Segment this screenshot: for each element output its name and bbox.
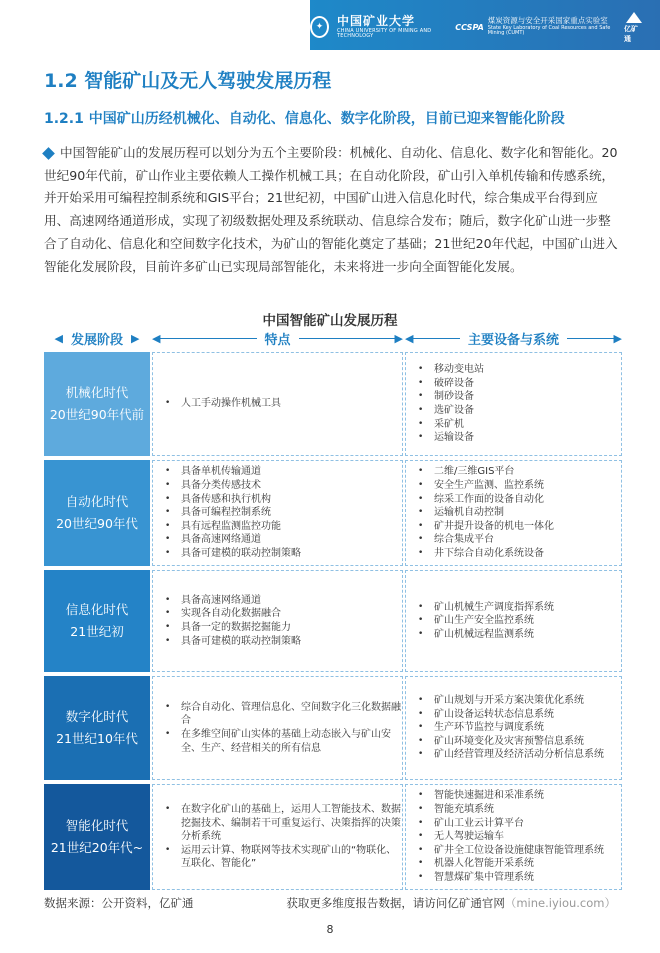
equipment-cell [405, 352, 622, 456]
stage-period: 21世纪20年代~ [50, 840, 144, 855]
table-title: 中国智能矿山发展历程 [262, 313, 398, 329]
university-name-cn: 中国矿业大学 [336, 14, 415, 28]
feature-item: • 具备一定的数据挖掘能力 [165, 621, 301, 635]
stage-name: 机械化时代 [65, 385, 129, 400]
equipment-item: • 井下综合自动化系统设备 [418, 547, 554, 561]
equipment-item: • 生产环节监控与调度系统 [418, 721, 604, 735]
column-header-features [152, 328, 403, 348]
stage-period: 20世纪90年代前 [49, 407, 145, 422]
arrow-left-icon: ◀ [405, 331, 414, 345]
mountain-icon [624, 10, 644, 24]
header-divider-line [160, 338, 256, 339]
equipment-item: • 综合集成平台 [418, 533, 554, 547]
stage-cell [44, 570, 150, 672]
lab-mark: CCSPA [455, 22, 484, 32]
equipment-item: • 安全生产监测、监控系统 [418, 479, 554, 493]
university-seal-icon: ✦ [310, 16, 329, 38]
equipment-item: • 矿山生产安全监控系统 [418, 614, 554, 628]
table-row [44, 570, 622, 672]
stage-cell [44, 784, 150, 890]
equipment-item: • 二维/三维GIS平台 [418, 465, 554, 479]
table-row [44, 784, 622, 890]
stage-cell [44, 460, 150, 566]
feature-item: • 具备传感和执行机构 [165, 493, 301, 507]
table-header-row [44, 328, 622, 348]
features-cell [152, 352, 403, 456]
table-row [44, 352, 622, 456]
header-banner [310, 0, 660, 50]
feature-item: • 具备单机传输通道 [165, 465, 301, 479]
university-name-en: CHINA UNIVERSITY OF MINING AND TECHNOLOGY [336, 28, 432, 39]
feature-item: • 具备可建模的联动控制策略 [165, 547, 301, 561]
table-row [44, 460, 622, 566]
body-paragraph: 中国智能矿山的发展历程可以划分为五个主要阶段：机械化、自动化、信息化、数字化和智能化。20世纪90年代前，矿山作业主要依赖人工操作机械工具；在自动化阶段，矿山引入单机传输和传感系统，并开始采用可编程控制系统和GIS平台；21世纪初，中国矿山进入信息化时代，综合集成平台得到应用、高速网络通道形成，实现了初级数据处理及系统联动、信息综合发布；随后，数字化矿山进一步整合了自动化、信息化和空间数字化技术，为矿山的智能化奠定了基础；21世纪20年代起，中国矿山进入智能化发展阶段，目前许多矿山已实现局部智能化，未来将进一步向全面智能化发展。 [44, 145, 618, 274]
stage-cell [44, 676, 150, 780]
equipment-item: • 矿山环境变化及灾害预警信息系统 [418, 735, 604, 749]
equipment-item: • 机器人化智能开采系统 [418, 857, 604, 871]
equipment-item: • 制砂设备 [418, 390, 484, 404]
feature-item: • 实现各自动化数据融合 [165, 607, 301, 621]
equipment-item: • 智慧煤矿集中管理系统 [418, 871, 604, 885]
footer-more-text: 获取更多维度报告数据，请访问亿矿通官网 [286, 896, 505, 910]
feature-item: • 具备可编程控制系统 [165, 506, 301, 520]
column-header-stage [44, 328, 150, 348]
feature-item: • 在数字化矿山的基础上，运用人工智能技术、数据挖掘技术、编制若干可重复运行、决策指挥的决策分析系统 [165, 803, 402, 844]
section-title: 1.2 智能矿山及无人驾驶发展历程 [44, 70, 332, 92]
column-header-equipment-label: 主要设备与系统 [468, 332, 560, 348]
feature-item: • 具备高速网络通道 [165, 594, 301, 608]
column-header-stage-label: 发展阶段 [70, 332, 123, 348]
feature-item: • 运用云计算、物联网等技术实现矿山的“物联化、互联化、智能化” [165, 844, 402, 871]
features-cell [152, 570, 403, 672]
stage-name: 智能化时代 [65, 818, 129, 833]
feature-item: • 具备可建模的联动控制策略 [165, 635, 301, 649]
page-number: 8 [326, 923, 334, 936]
footer-url-link[interactable]: （mine.iyiou.com） [504, 896, 616, 910]
subsection-title: 1.2.1 中国矿山历经机械化、自动化、信息化、数字化阶段，目前已迎来智能化阶段 [44, 111, 565, 127]
stage-name: 数字化时代 [65, 709, 129, 724]
header-divider-line [567, 338, 614, 339]
features-cell [152, 460, 403, 566]
equipment-item: • 运输机自动控制 [418, 506, 554, 520]
table-row [44, 676, 622, 780]
equipment-item: • 矿井全工位设备设施健康智能管理系统 [418, 844, 604, 858]
features-cell [152, 784, 403, 890]
equipment-item: • 移动变电站 [418, 363, 484, 377]
equipment-item: • 矿山机械生产调度指挥系统 [418, 601, 554, 615]
equipment-item: • 综采工作面的设备自动化 [418, 493, 554, 507]
feature-item: • 具备高速网络通道 [165, 533, 301, 547]
equipment-cell [405, 676, 622, 780]
features-cell [152, 676, 403, 780]
brand-logo [624, 10, 644, 44]
arrow-right-icon: ▶ [613, 331, 623, 345]
stage-period: 21世纪初 [70, 624, 124, 639]
column-header-equipment [405, 328, 622, 348]
feature-item: • 在多维空间矿山实体的基础上动态嵌入与矿山安全、生产、经营相关的所有信息 [165, 728, 402, 755]
lab-name-en: State Key Laboratory of Coal Resources and Safe Mining (CUMT) [487, 24, 611, 37]
equipment-item: • 运输设备 [418, 431, 484, 445]
page-header [0, 0, 660, 58]
equipment-item: • 智能充填系统 [418, 803, 604, 817]
equipment-item: • 智能快速掘进和采准系统 [418, 789, 604, 803]
arrow-left-icon: ◀ [54, 331, 63, 345]
stage-name: 信息化时代 [65, 602, 129, 617]
equipment-item: • 矿山机械远程监测系统 [418, 628, 554, 642]
equipment-item: • 矿山设备运转状态信息系统 [418, 708, 604, 722]
stage-name: 自动化时代 [65, 494, 129, 509]
arrow-left-icon: ◀ [152, 331, 161, 345]
feature-item: • 具有远程监测监控功能 [165, 520, 301, 534]
lab-name-cn: 煤炭资源与安全开采国家重点实验室 [487, 16, 608, 26]
equipment-item: • 矿井提升设备的机电一体化 [418, 520, 554, 534]
equipment-item: • 矿山经营管理及经济活动分析信息系统 [418, 748, 604, 762]
equipment-item: • 选矿设备 [418, 404, 484, 418]
equipment-item: • 采矿机 [418, 418, 484, 432]
header-divider-line [299, 338, 395, 339]
equipment-item: • 矿山规划与开采方案决策优化系统 [418, 694, 604, 708]
equipment-cell [405, 460, 622, 566]
equipment-item: • 无人驾驶运输车 [418, 830, 604, 844]
arrow-right-icon: ▶ [131, 331, 140, 345]
brand-name: 亿矿通 [623, 25, 638, 43]
column-header-features-label: 特点 [264, 332, 291, 348]
lab-logo [455, 17, 616, 36]
equipment-cell [405, 570, 622, 672]
arrow-right-icon: ▶ [394, 331, 404, 345]
feature-item: • 综合自动化、管理信息化、空间数字化三化数据融合 [165, 701, 402, 728]
stage-cell [44, 352, 150, 456]
logo-group [310, 10, 644, 44]
header-divider-line [413, 338, 460, 339]
footer-more-info [286, 895, 616, 911]
equipment-cell [405, 784, 622, 890]
feature-item: • 人工手动操作机械工具 [165, 397, 281, 411]
stage-period: 20世纪90年代 [56, 516, 138, 531]
stage-period: 21世纪10年代 [56, 731, 138, 746]
feature-item: • 具备分类传感技术 [165, 479, 301, 493]
equipment-item: • 矿山工业云计算平台 [418, 817, 604, 831]
university-logo [337, 15, 447, 39]
equipment-item: • 破碎设备 [418, 377, 484, 391]
data-source: 数据来源：公开资料，亿矿通 [44, 896, 194, 910]
